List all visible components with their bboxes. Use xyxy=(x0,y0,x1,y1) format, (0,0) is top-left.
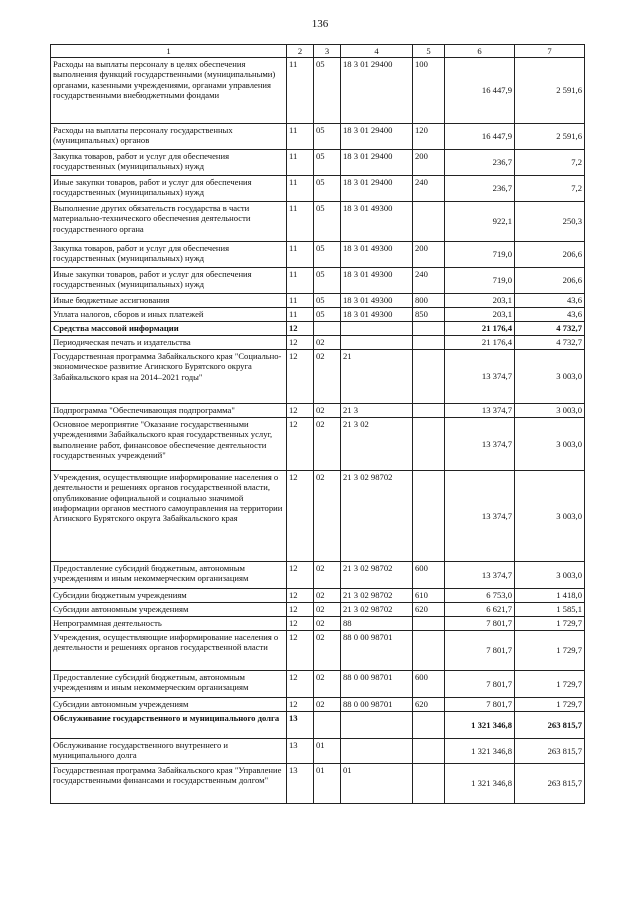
amount-cell: 13 374,7 xyxy=(445,404,515,418)
amount-cell: 21 176,4 xyxy=(445,322,515,336)
amount-cell-2: 1 729,7 xyxy=(515,631,585,671)
expense-name-cell: Обслуживание государственного внутреннего и муниципального долга xyxy=(51,739,287,764)
column-header-3: 3 xyxy=(314,45,341,58)
amount-cell: 13 374,7 xyxy=(445,471,515,562)
section-cell: 12 xyxy=(287,671,314,698)
table-row xyxy=(51,404,585,418)
amount-cell-2: 1 729,7 xyxy=(515,617,585,631)
expense-type-cell: 100 xyxy=(413,58,445,124)
section-cell: 13 xyxy=(287,712,314,739)
section-cell: 11 xyxy=(287,308,314,322)
section-cell: 11 xyxy=(287,294,314,308)
expense-type-cell xyxy=(413,350,445,404)
budget-table xyxy=(50,44,585,804)
column-header-4: 4 xyxy=(341,45,413,58)
table-row xyxy=(51,350,585,404)
expense-type-cell: 240 xyxy=(413,176,445,202)
subsection-cell: 02 xyxy=(314,698,341,712)
section-cell: 11 xyxy=(287,176,314,202)
expense-type-cell: 850 xyxy=(413,308,445,322)
section-cell: 12 xyxy=(287,698,314,712)
amount-cell: 1 321 346,8 xyxy=(445,764,515,804)
table-row xyxy=(51,124,585,150)
amount-cell-2: 43,6 xyxy=(515,294,585,308)
amount-cell-2: 263 815,7 xyxy=(515,739,585,764)
table-row xyxy=(51,471,585,562)
target-article-cell: 18 3 01 49300 xyxy=(341,202,413,242)
expense-type-cell: 610 xyxy=(413,589,445,603)
table-row xyxy=(51,150,585,176)
subsection-cell: 02 xyxy=(314,336,341,350)
column-header-5: 5 xyxy=(413,45,445,58)
amount-cell-2: 1 585,1 xyxy=(515,603,585,617)
section-cell: 12 xyxy=(287,562,314,589)
section-cell: 11 xyxy=(287,124,314,150)
amount-cell-2: 263 815,7 xyxy=(515,712,585,739)
table-row xyxy=(51,58,585,124)
subsection-cell: 05 xyxy=(314,294,341,308)
subsection-cell: 02 xyxy=(314,471,341,562)
expense-name-cell: Государственная программа Забайкальского края "Управление государственными финансами и государственным долгом" xyxy=(51,764,287,804)
target-article-cell: 21 3 xyxy=(341,404,413,418)
expense-type-cell xyxy=(413,631,445,671)
expense-type-cell xyxy=(413,418,445,471)
expense-name-cell: Иные бюджетные ассигнования xyxy=(51,294,287,308)
expense-type-cell: 620 xyxy=(413,698,445,712)
section-cell: 12 xyxy=(287,617,314,631)
expense-name-cell: Основное мероприятие "Оказание государственными учреждениями Забайкальского края государственных услуг, выполнение работ, финансовое обеспечение деятельности государственных учреждений" xyxy=(51,418,287,471)
amount-cell-2: 250,3 xyxy=(515,202,585,242)
amount-cell-2: 7,2 xyxy=(515,176,585,202)
section-cell: 12 xyxy=(287,603,314,617)
amount-cell: 13 374,7 xyxy=(445,350,515,404)
expense-type-cell xyxy=(413,739,445,764)
amount-cell: 6 753,0 xyxy=(445,589,515,603)
target-article-cell xyxy=(341,712,413,739)
expense-name-cell: Уплата налогов, сборов и иных платежей xyxy=(51,308,287,322)
expense-name-cell: Расходы на выплаты персоналу государственных (муниципальных) органов xyxy=(51,124,287,150)
table-row xyxy=(51,176,585,202)
column-header-7: 7 xyxy=(515,45,585,58)
amount-cell: 7 801,7 xyxy=(445,671,515,698)
section-cell: 11 xyxy=(287,268,314,294)
expense-type-cell: 120 xyxy=(413,124,445,150)
table-row xyxy=(51,418,585,471)
section-cell: 12 xyxy=(287,589,314,603)
amount-cell: 16 447,9 xyxy=(445,124,515,150)
target-article-cell: 18 3 01 49300 xyxy=(341,242,413,268)
amount-cell: 7 801,7 xyxy=(445,617,515,631)
expense-type-cell: 200 xyxy=(413,150,445,176)
expense-name-cell: Непрограммная деятельность xyxy=(51,617,287,631)
target-article-cell: 21 xyxy=(341,350,413,404)
table-row xyxy=(51,631,585,671)
table-row xyxy=(51,562,585,589)
table-row xyxy=(51,671,585,698)
expense-type-cell: 600 xyxy=(413,562,445,589)
table-row xyxy=(51,202,585,242)
section-cell: 12 xyxy=(287,322,314,336)
amount-cell: 16 447,9 xyxy=(445,58,515,124)
section-cell: 12 xyxy=(287,404,314,418)
subsection-cell: 05 xyxy=(314,202,341,242)
amount-cell-2: 1 729,7 xyxy=(515,671,585,698)
expense-name-cell: Субсидии автономным учреждениям xyxy=(51,698,287,712)
expense-name-cell: Предоставление субсидий бюджетным, автономным учреждениям и иным некоммерческим организациям xyxy=(51,671,287,698)
amount-cell-2: 263 815,7 xyxy=(515,764,585,804)
amount-cell: 719,0 xyxy=(445,268,515,294)
amount-cell-2: 4 732,7 xyxy=(515,322,585,336)
amount-cell: 1 321 346,8 xyxy=(445,712,515,739)
target-article-cell: 88 0 00 98701 xyxy=(341,631,413,671)
section-cell: 12 xyxy=(287,631,314,671)
expense-name-cell: Расходы на выплаты персоналу в целях обеспечения выполнения функций государственными (муниципальными) органами, казенными учреждениями, органами управления государственными внебюджетными фондами xyxy=(51,58,287,124)
table-row xyxy=(51,336,585,350)
expense-name-cell: Иные закупки товаров, работ и услуг для обеспечения государственных (муниципальных) нужд xyxy=(51,268,287,294)
expense-name-cell: Средства массовой информации xyxy=(51,322,287,336)
expense-type-cell: 800 xyxy=(413,294,445,308)
expense-name-cell: Периодическая печать и издательства xyxy=(51,336,287,350)
target-article-cell: 21 3 02 98702 xyxy=(341,471,413,562)
subsection-cell: 05 xyxy=(314,176,341,202)
table-row xyxy=(51,617,585,631)
table-row xyxy=(51,268,585,294)
subsection-cell: 02 xyxy=(314,350,341,404)
page-number: 136 xyxy=(311,18,329,30)
target-article-cell: 18 3 01 49300 xyxy=(341,294,413,308)
expense-name-cell: Закупка товаров, работ и услуг для обеспечения государственных (муниципальных) нужд xyxy=(51,150,287,176)
target-article-cell: 18 3 01 29400 xyxy=(341,58,413,124)
section-cell: 11 xyxy=(287,242,314,268)
amount-cell-2: 3 003,0 xyxy=(515,418,585,471)
target-article-cell: 18 3 01 49300 xyxy=(341,308,413,322)
expense-name-cell: Выполнение других обязательств государства в части материально-технического обеспечения деятельности государственного органа xyxy=(51,202,287,242)
target-article-cell xyxy=(341,739,413,764)
subsection-cell: 02 xyxy=(314,617,341,631)
table-row xyxy=(51,242,585,268)
expense-name-cell: Государственная программа Забайкальского края "Социально-экономическое развитие Агинского Бурятского округа Забайкальского края на 2014–2021 годы" xyxy=(51,350,287,404)
amount-cell-2: 3 003,0 xyxy=(515,562,585,589)
expense-name-cell: Подпрограмма "Обеспечивающая подпрограмма" xyxy=(51,404,287,418)
expense-name-cell: Учреждения, осуществляющие информирование населения о деятельности и решениях органов государственной власти xyxy=(51,631,287,671)
expense-type-cell: 240 xyxy=(413,268,445,294)
amount-cell: 7 801,7 xyxy=(445,631,515,671)
amount-cell: 6 621,7 xyxy=(445,603,515,617)
target-article-cell: 18 3 01 49300 xyxy=(341,268,413,294)
amount-cell: 203,1 xyxy=(445,308,515,322)
expense-type-cell xyxy=(413,471,445,562)
table-row xyxy=(51,294,585,308)
expense-type-cell: 200 xyxy=(413,242,445,268)
amount-cell: 236,7 xyxy=(445,176,515,202)
amount-cell-2: 1 418,0 xyxy=(515,589,585,603)
amount-cell: 7 801,7 xyxy=(445,698,515,712)
target-article-cell: 21 3 02 98702 xyxy=(341,603,413,617)
subsection-cell: 02 xyxy=(314,404,341,418)
section-cell: 12 xyxy=(287,418,314,471)
amount-cell-2: 43,6 xyxy=(515,308,585,322)
table-row xyxy=(51,308,585,322)
amount-cell-2: 1 729,7 xyxy=(515,698,585,712)
table-row xyxy=(51,712,585,739)
amount-cell-2: 4 732,7 xyxy=(515,336,585,350)
subsection-cell: 02 xyxy=(314,562,341,589)
expense-name-cell: Предоставление субсидий бюджетным, автономным учреждениям и иным некоммерческим организациям xyxy=(51,562,287,589)
target-article-cell xyxy=(341,322,413,336)
table-row xyxy=(51,764,585,804)
subsection-cell: 05 xyxy=(314,150,341,176)
amount-cell-2: 3 003,0 xyxy=(515,471,585,562)
section-cell: 11 xyxy=(287,150,314,176)
target-article-cell: 88 0 00 98701 xyxy=(341,671,413,698)
subsection-cell: 01 xyxy=(314,739,341,764)
subsection-cell: 05 xyxy=(314,308,341,322)
amount-cell-2: 2 591,6 xyxy=(515,58,585,124)
amount-cell: 719,0 xyxy=(445,242,515,268)
expense-name-cell: Субсидии автономным учреждениям xyxy=(51,603,287,617)
expense-type-cell xyxy=(413,712,445,739)
target-article-cell: 18 3 01 29400 xyxy=(341,150,413,176)
table-row xyxy=(51,698,585,712)
target-article-cell: 21 3 02 98702 xyxy=(341,562,413,589)
subsection-cell: 05 xyxy=(314,58,341,124)
subsection-cell: 01 xyxy=(314,764,341,804)
subsection-cell: 02 xyxy=(314,418,341,471)
amount-cell: 922,1 xyxy=(445,202,515,242)
amount-cell: 236,7 xyxy=(445,150,515,176)
amount-cell: 13 374,7 xyxy=(445,562,515,589)
expense-type-cell: 600 xyxy=(413,671,445,698)
target-article-cell: 88 xyxy=(341,617,413,631)
subsection-cell: 02 xyxy=(314,671,341,698)
expense-type-cell xyxy=(413,202,445,242)
column-header-2: 2 xyxy=(287,45,314,58)
target-article-cell: 21 3 02 98702 xyxy=(341,589,413,603)
expense-name-cell: Иные закупки товаров, работ и услуг для обеспечения государственных (муниципальных) нужд xyxy=(51,176,287,202)
expense-type-cell xyxy=(413,322,445,336)
amount-cell-2: 2 591,6 xyxy=(515,124,585,150)
table-row xyxy=(51,739,585,764)
amount-cell-2: 3 003,0 xyxy=(515,350,585,404)
section-cell: 11 xyxy=(287,58,314,124)
target-article-cell: 21 3 02 xyxy=(341,418,413,471)
expense-type-cell xyxy=(413,336,445,350)
expense-type-cell xyxy=(413,404,445,418)
target-article-cell: 88 0 00 98701 xyxy=(341,698,413,712)
target-article-cell: 01 xyxy=(341,764,413,804)
expense-name-cell: Субсидии бюджетным учреждениям xyxy=(51,589,287,603)
section-cell: 12 xyxy=(287,350,314,404)
section-cell: 12 xyxy=(287,336,314,350)
amount-cell: 13 374,7 xyxy=(445,418,515,471)
expense-name-cell: Обслуживание государственного и муниципального долга xyxy=(51,712,287,739)
table-row xyxy=(51,589,585,603)
target-article-cell: 18 3 01 29400 xyxy=(341,124,413,150)
section-cell: 12 xyxy=(287,471,314,562)
expense-type-cell xyxy=(413,617,445,631)
amount-cell: 203,1 xyxy=(445,294,515,308)
subsection-cell xyxy=(314,712,341,739)
section-cell: 13 xyxy=(287,739,314,764)
target-article-cell: 18 3 01 29400 xyxy=(341,176,413,202)
subsection-cell: 02 xyxy=(314,631,341,671)
expense-type-cell: 620 xyxy=(413,603,445,617)
amount-cell-2: 206,6 xyxy=(515,242,585,268)
section-cell: 11 xyxy=(287,202,314,242)
subsection-cell: 02 xyxy=(314,589,341,603)
subsection-cell: 05 xyxy=(314,124,341,150)
table-row xyxy=(51,322,585,336)
table-row xyxy=(51,603,585,617)
amount-cell-2: 206,6 xyxy=(515,268,585,294)
expense-name-cell: Закупка товаров, работ и услуг для обеспечения государственных (муниципальных) нужд xyxy=(51,242,287,268)
amount-cell: 21 176,4 xyxy=(445,336,515,350)
target-article-cell xyxy=(341,336,413,350)
expense-name-cell: Учреждения, осуществляющие информирование населения о деятельности и решениях органов государственной власти, опубликование официальной и социально значимой информации органов местного самоуправления на территории Агинского Бурятского округа Забайкальского края xyxy=(51,471,287,562)
subsection-cell: 05 xyxy=(314,242,341,268)
amount-cell: 1 321 346,8 xyxy=(445,739,515,764)
amount-cell-2: 7,2 xyxy=(515,150,585,176)
subsection-cell: 05 xyxy=(314,268,341,294)
column-header-1: 1 xyxy=(51,45,287,58)
header-row xyxy=(51,45,585,58)
section-cell: 13 xyxy=(287,764,314,804)
expense-type-cell xyxy=(413,764,445,804)
subsection-cell xyxy=(314,322,341,336)
column-header-6: 6 xyxy=(445,45,515,58)
amount-cell-2: 3 003,0 xyxy=(515,404,585,418)
subsection-cell: 02 xyxy=(314,603,341,617)
